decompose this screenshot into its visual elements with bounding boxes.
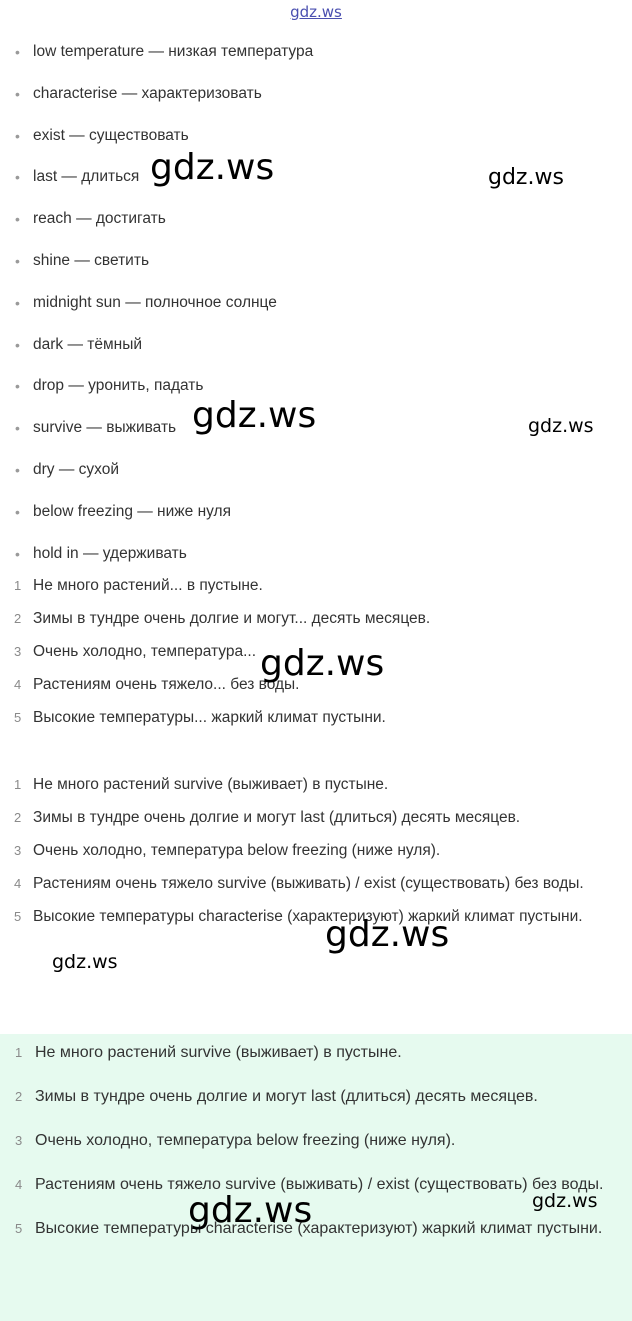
- vocab-item: • exist — существовать: [0, 124, 632, 166]
- bullet-icon: •: [15, 252, 20, 269]
- bullet-icon: •: [15, 44, 20, 60]
- question-item: 2 Зимы в тундре очень долгие и могут... десять месяцев.: [14, 610, 431, 627]
- watermark-text: gdz.ws: [488, 165, 564, 190]
- watermark-text: gdz.ws: [192, 395, 317, 436]
- question-item: 5 Высокие температуры... жаркий климат пустыни.: [14, 709, 386, 726]
- question-item: 3 Очень холодно, температура...: [14, 643, 257, 660]
- vocab-item: • last — длиться: [0, 165, 632, 207]
- highlighted-answer-item: 4 Растениям очень тяжело survive (выживать) / exist (существовать) без воды.: [15, 1176, 604, 1193]
- highlighted-answer-item: 2 Зимы в тундре очень долгие и могут last (длиться) десять месяцев.: [15, 1088, 538, 1105]
- answer-item: 3 Очень холодно, температура below freezing (ниже нуля).: [14, 842, 441, 859]
- answer-item: 1 Не много растений survive (выживает) в пустыне.: [14, 776, 389, 793]
- bullet-icon: •: [15, 461, 20, 478]
- watermark-text: gdz.ws: [150, 147, 275, 188]
- question-item: 4 Растениям очень тяжело... без воды.: [14, 676, 300, 693]
- vocab-item: • drop — уронить, падать: [0, 374, 632, 416]
- watermark-text: gdz.ws: [188, 1190, 313, 1231]
- bullet-icon: •: [15, 85, 20, 102]
- bullet-icon: •: [15, 211, 20, 228]
- watermark-text: gdz.ws: [325, 914, 450, 955]
- vocab-item: • reach — достигать: [0, 207, 632, 249]
- question-item: 1 Не много растений... в пустыне.: [14, 577, 263, 594]
- bullet-icon: •: [15, 545, 20, 562]
- highlighted-answer-item: 5 Высокие температуры characterise (характеризуют) жаркий климат пустыни.: [15, 1220, 603, 1237]
- vocab-item: • dry — сухой: [0, 458, 632, 500]
- watermark-text: gdz.ws: [528, 415, 594, 437]
- vocab-item: • characterise — характеризовать: [0, 82, 632, 124]
- vocab-item: • dark — тёмный: [0, 333, 632, 375]
- answers-list: [0, 768, 632, 933]
- vocab-item: • hold in — удерживать: [0, 542, 632, 584]
- bullet-icon: •: [15, 378, 20, 395]
- highlighted-answer-item: 3 Очень холодно, температура below freezing (ниже нуля).: [15, 1132, 456, 1149]
- answer-item: 2 Зимы в тундре очень долгие и могут last (длиться) десять месяцев.: [14, 809, 521, 826]
- vocab-item: • below freezing — ниже нуля: [0, 500, 632, 542]
- watermark-text: gdz.ws: [260, 643, 385, 684]
- bullet-icon: •: [15, 169, 20, 186]
- watermark-text: gdz.ws: [52, 951, 118, 973]
- answer-item: 4 Растениям очень тяжело survive (выживать) / exist (существовать) без воды.: [14, 875, 584, 892]
- answer-item: 5 Высокие температуры characterise (характеризуют) жаркий климат пустыни.: [14, 908, 583, 925]
- vocab-item: • survive — выживать: [0, 416, 632, 458]
- vocab-item: • shine — светить: [0, 249, 632, 291]
- header-watermark-link[interactable]: gdz.ws: [290, 3, 342, 21]
- highlighted-answer-item: 1 Не много растений survive (выживает) в пустыне.: [15, 1044, 402, 1061]
- vocab-item: • low temperature — низкая температура: [0, 40, 632, 82]
- bullet-icon: •: [15, 336, 20, 353]
- bullet-icon: •: [15, 503, 20, 520]
- bullet-icon: •: [15, 420, 20, 437]
- bullet-icon: •: [15, 294, 20, 311]
- watermark-text: gdz.ws: [532, 1190, 598, 1212]
- bullet-icon: •: [15, 127, 20, 144]
- highlighted-answers-list: [0, 1034, 632, 1254]
- vocab-item: • midnight sun — полночное солнце: [0, 291, 632, 333]
- vocabulary-list: [0, 40, 632, 583]
